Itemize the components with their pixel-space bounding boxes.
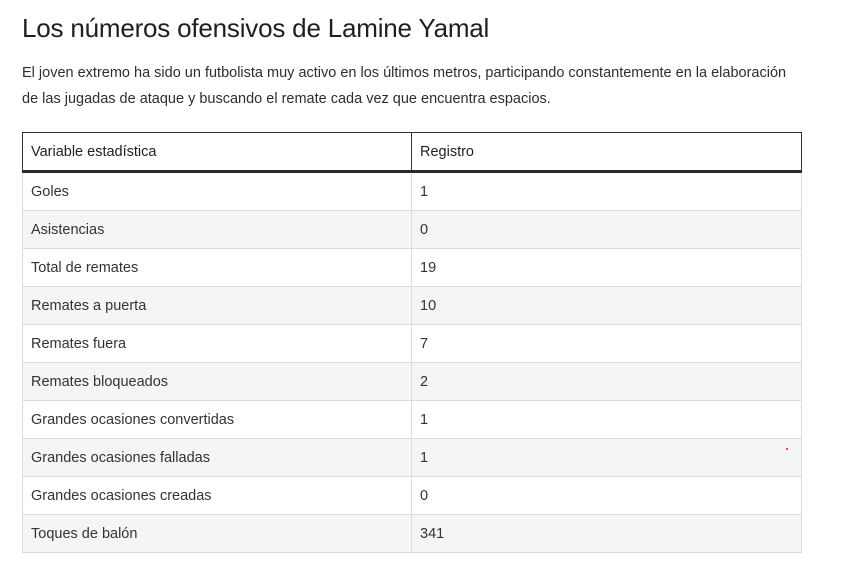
row-value: 19: [412, 249, 802, 287]
row-value: 1: [412, 172, 802, 211]
header-registro: Registro: [412, 133, 802, 172]
table-row: [23, 249, 802, 287]
table-row: [23, 363, 802, 401]
article-title: Los números ofensivos de Lamine Yamal: [22, 13, 490, 43]
row-value: 10: [412, 287, 802, 325]
row-value: 0: [412, 211, 802, 249]
row-value: 1: [412, 401, 802, 439]
table-row: [23, 477, 802, 515]
row-value: 7: [412, 325, 802, 363]
row-value: 2: [412, 363, 802, 401]
table-row: [23, 515, 802, 553]
article-intro: El joven extremo ha sido un futbolista muy activo en los últimos metros, participando constantemente en la elaboración de las jugadas de ataque y buscando el remate cada vez que encuentra espacios.: [22, 65, 787, 107]
row-label: Grandes ocasiones creadas: [23, 477, 412, 515]
table-row: [23, 439, 802, 477]
table-row: [23, 401, 802, 439]
row-label: Remates fuera: [23, 325, 412, 363]
row-label: Total de remates: [23, 249, 412, 287]
table-row: [23, 172, 802, 211]
article: [22, 10, 822, 553]
table-row: [23, 211, 802, 249]
cursor-dot: [786, 448, 788, 450]
table-row: [23, 325, 802, 363]
stats-table: [22, 132, 802, 553]
row-value: 341: [412, 515, 802, 553]
table-header-row: [23, 133, 802, 172]
row-label: Grandes ocasiones falladas: [23, 439, 412, 477]
row-label: Remates a puerta: [23, 287, 412, 325]
row-label: Remates bloqueados: [23, 363, 412, 401]
row-value: 1: [412, 439, 802, 477]
header-variable: Variable estadística: [23, 133, 412, 172]
row-value: 0: [412, 477, 802, 515]
row-label: Goles: [23, 172, 412, 211]
row-label: Toques de balón: [23, 515, 412, 553]
row-label: Asistencias: [23, 211, 412, 249]
row-label: Grandes ocasiones convertidas: [23, 401, 412, 439]
table-row: [23, 287, 802, 325]
